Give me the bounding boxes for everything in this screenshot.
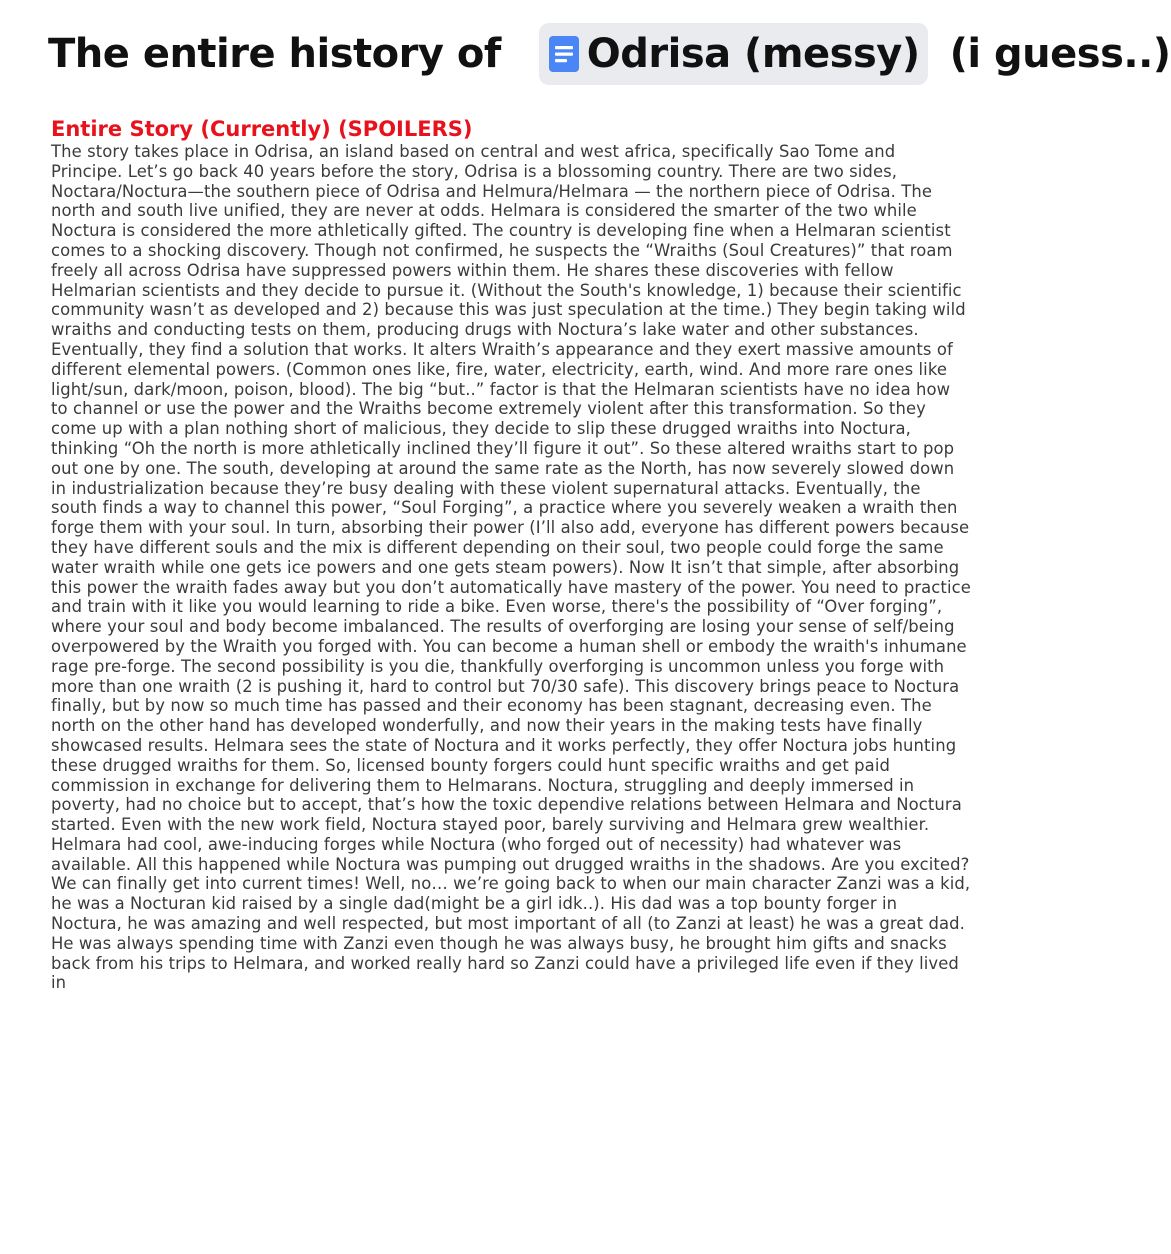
google-docs-icon xyxy=(547,34,581,74)
title-suffix: (i guess..) xyxy=(949,31,1171,77)
document-body xyxy=(51,116,971,993)
doc-chip-label: Odrisa (messy) xyxy=(586,31,920,77)
page-title xyxy=(48,22,1171,86)
story-paragraph: The story takes place in Odrisa, an island based on central and west africa, specifically Sao Tome and Principe. Let’s go back 40 years before the story, Odrisa is a blossoming country. There are two sides, Noctara/Noctura—the southern piece of Odrisa and Helmura/Helmara — the northern piece of Odrisa. The north and south live unified, they are never at odds. Helmara is considered the smarter of the two while Noctura is considered the more athletically gifted. The country is developing fine when a Helmaran scientist comes to a shocking discovery. Though not confirmed, he suspects the “Wraiths (Soul Creatures)” that roam freely all across Odrisa have suppressed powers within them. He shares these discoveries with fellow Helmarian scientists and they decide to pursue it. (Without the South's knowledge, 1) because their scientific community wasn’t as developed and 2) because this was just speculation at the time.) They begin taking wild wraiths and conducting tests on them, producing drugs with Noctura’s lake water and other substances. Eventually, they find a solution that works. It alters Wraith’s appearance and they exert massive amounts of different elemental powers. (Common ones like, fire, water, electricity, earth, wind. And more rare ones like light/sun, dark/moon, poison, blood). The big “but..” factor is that the Helmaran scientists have no idea how to channel or use the power and the Wraiths become extremely violent after this transformation. So they come up with a plan nothing short of malicious, they decide to slip these drugged wraiths into Noctura, thinking “Oh the north is more athletically inclined they’ll figure it out”. So these altered wraiths start to pop out one by one. The south, developing at around the same rate as the North, has now severely slowed down in industrialization because they’re busy dealing with these violent supernatural attacks. Eventually, the south finds a way to channel this power, “Soul Forging”, a practice where you severely weaken a wraith then forge them with your soul. In turn, absorbing their power (I’ll also add, everyone has different powers because they have different souls and the mix is different depending on their soul, two people could forge the same water wraith while one gets ice powers and one gets steam powers). Now It isn’t that simple, after absorbing this power the wraith fades away but you don’t automatically have mastery of the power. You need to practice and train with it like you would learning to ride a bike. Even worse, there's the possibility of “Over forging”, where your soul and body become imbalanced. The results of overforging are losing your sense of self/being overpowered by the Wraith you forged with. You can become a human shell or embody the wraith's inhumane rage pre-forge. The second possibility is you die, thankfully overforging is uncommon unless you forge with more than one wraith (2 is pushing it, hard to control but 70/30 safe). This discovery brings peace to Noctura finally, but by now so much time has passed and their economy has been stagnant, decreasing even. The north on the other hand has developed wonderfully, and now their years in the making tests have finally showcased results. Helmara sees the state of Noctura and it works perfectly, they offer Noctura jobs hunting these drugged wraiths for them. So, licensed bounty forgers could hunt specific wraiths and get paid commission in exchange for delivering them to Helmarans. Noctura, struggling and deeply immersed in poverty, had no choice but to accept, that’s how the toxic dependive relations between Helmara and Noctura started. Even with the new work field, Noctura stayed poor, barely surviving and Helmara grew wealthier. Helmara had cool, awe-inducing forges while Noctura (who forged out of necessity) had whatever was available. All this happened while Noctura was pumping out drugged wraiths in the shadows. Are you excited? We can finally get into current times! Well, no… we’re going back to when our main character Zanzi was a kid, he was a Nocturan kid raised by a single dad(might be a girl idk..). His dad was a top bounty forger in Noctura, he was amazing and well respected, but most important of all (to Zanzi at least) he was a great dad. He was always spending time with Zanzi even though he was always busy, he brought him gifts and snacks back from his trips to Helmara, and worked really hard so Zanzi could have a privileged life even if they lived in xyxy=(51,142,971,993)
title-prefix: The entire history of xyxy=(48,31,501,77)
doc-link-chip[interactable] xyxy=(539,23,928,85)
section-heading: Entire Story (Currently) (SPOILERS) xyxy=(51,117,473,141)
